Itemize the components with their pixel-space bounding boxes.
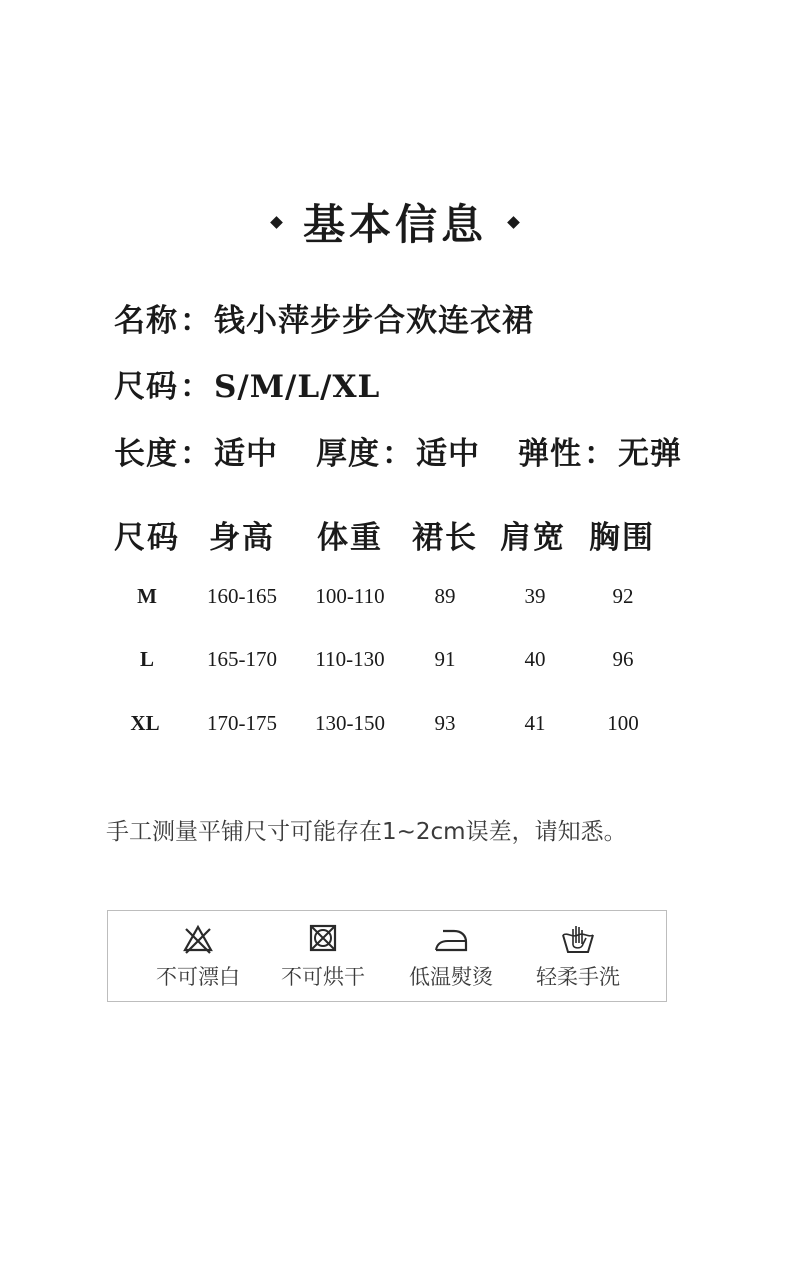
table-cell: 170-175 [207, 711, 277, 735]
table-cell: 100 [607, 711, 639, 735]
table-header-shoulder: 肩宽 [500, 520, 566, 556]
table-cell: 130-150 [315, 711, 385, 735]
table-cell: 40 [524, 647, 546, 671]
size-line [114, 361, 380, 406]
table-cell: 91 [434, 647, 456, 671]
spec-elasticity [518, 428, 682, 473]
name-value: 钱小萍步步合欢连衣裙 [214, 303, 534, 339]
hand-wash-icon [560, 923, 596, 955]
diamond-left-icon [270, 216, 283, 229]
separator: ： [180, 303, 212, 339]
size-label: 尺码 [114, 369, 178, 405]
spec-label: 厚度 [316, 436, 380, 472]
name-label: 名称 [114, 303, 178, 339]
table-cell: 39 [524, 584, 546, 608]
table-cell: 96 [612, 647, 634, 671]
spec-label: 长度 [114, 436, 178, 472]
care-label: 低温熨烫 [409, 965, 493, 989]
measurement-note: 手工测量平铺尺寸可能存在1~2cm误差，请知悉。 [106, 819, 627, 845]
table-cell: 89 [434, 584, 456, 608]
diamond-right-icon [507, 216, 520, 229]
separator: ： [180, 436, 212, 472]
separator: ： [180, 369, 212, 405]
table-header-height: 身高 [209, 520, 275, 556]
spec-length [114, 428, 278, 473]
specs-line [114, 428, 682, 473]
no-bleach-icon [180, 923, 216, 955]
spec-value: 无弹 [618, 436, 682, 472]
table-header-weight: 体重 [317, 520, 383, 556]
care-label: 不可漂白 [156, 965, 240, 989]
page-title: 基本信息 [302, 200, 487, 249]
table-cell: 110-130 [315, 647, 385, 671]
table-cell: XL [130, 711, 160, 735]
size-value: S/M/L/XL [214, 369, 381, 405]
care-instructions [107, 910, 667, 1002]
separator: ： [584, 436, 616, 472]
care-item-no-bleach [138, 923, 258, 991]
spec-label: 弹性 [518, 436, 582, 472]
spec-thickness [316, 428, 480, 473]
no-tumble-dry-icon [305, 923, 341, 955]
table-cell: 165-170 [207, 647, 277, 671]
care-item-no-tumble-dry [263, 923, 383, 991]
table-cell: 92 [612, 584, 634, 608]
spec-value: 适中 [214, 436, 278, 472]
table-cell: 93 [434, 711, 456, 735]
product-name-line [114, 295, 534, 340]
table-cell: 100-110 [315, 584, 385, 608]
table-cell: M [137, 584, 157, 608]
table-header-bust: 胸围 [589, 520, 655, 556]
care-item-hand-wash [518, 923, 638, 991]
table-cell: 41 [524, 711, 546, 735]
table-header-dress-length: 裙长 [412, 520, 478, 556]
table-cell: L [139, 647, 155, 671]
care-label: 不可烘干 [281, 965, 365, 989]
low-iron-icon [433, 923, 469, 955]
separator: ： [382, 436, 414, 472]
care-label: 轻柔手洗 [536, 965, 620, 989]
section-title [0, 192, 790, 252]
table-cell: 160-165 [207, 584, 277, 608]
table-header-size: 尺码 [114, 520, 180, 556]
spec-value: 适中 [416, 436, 480, 472]
care-item-low-iron [391, 923, 511, 991]
